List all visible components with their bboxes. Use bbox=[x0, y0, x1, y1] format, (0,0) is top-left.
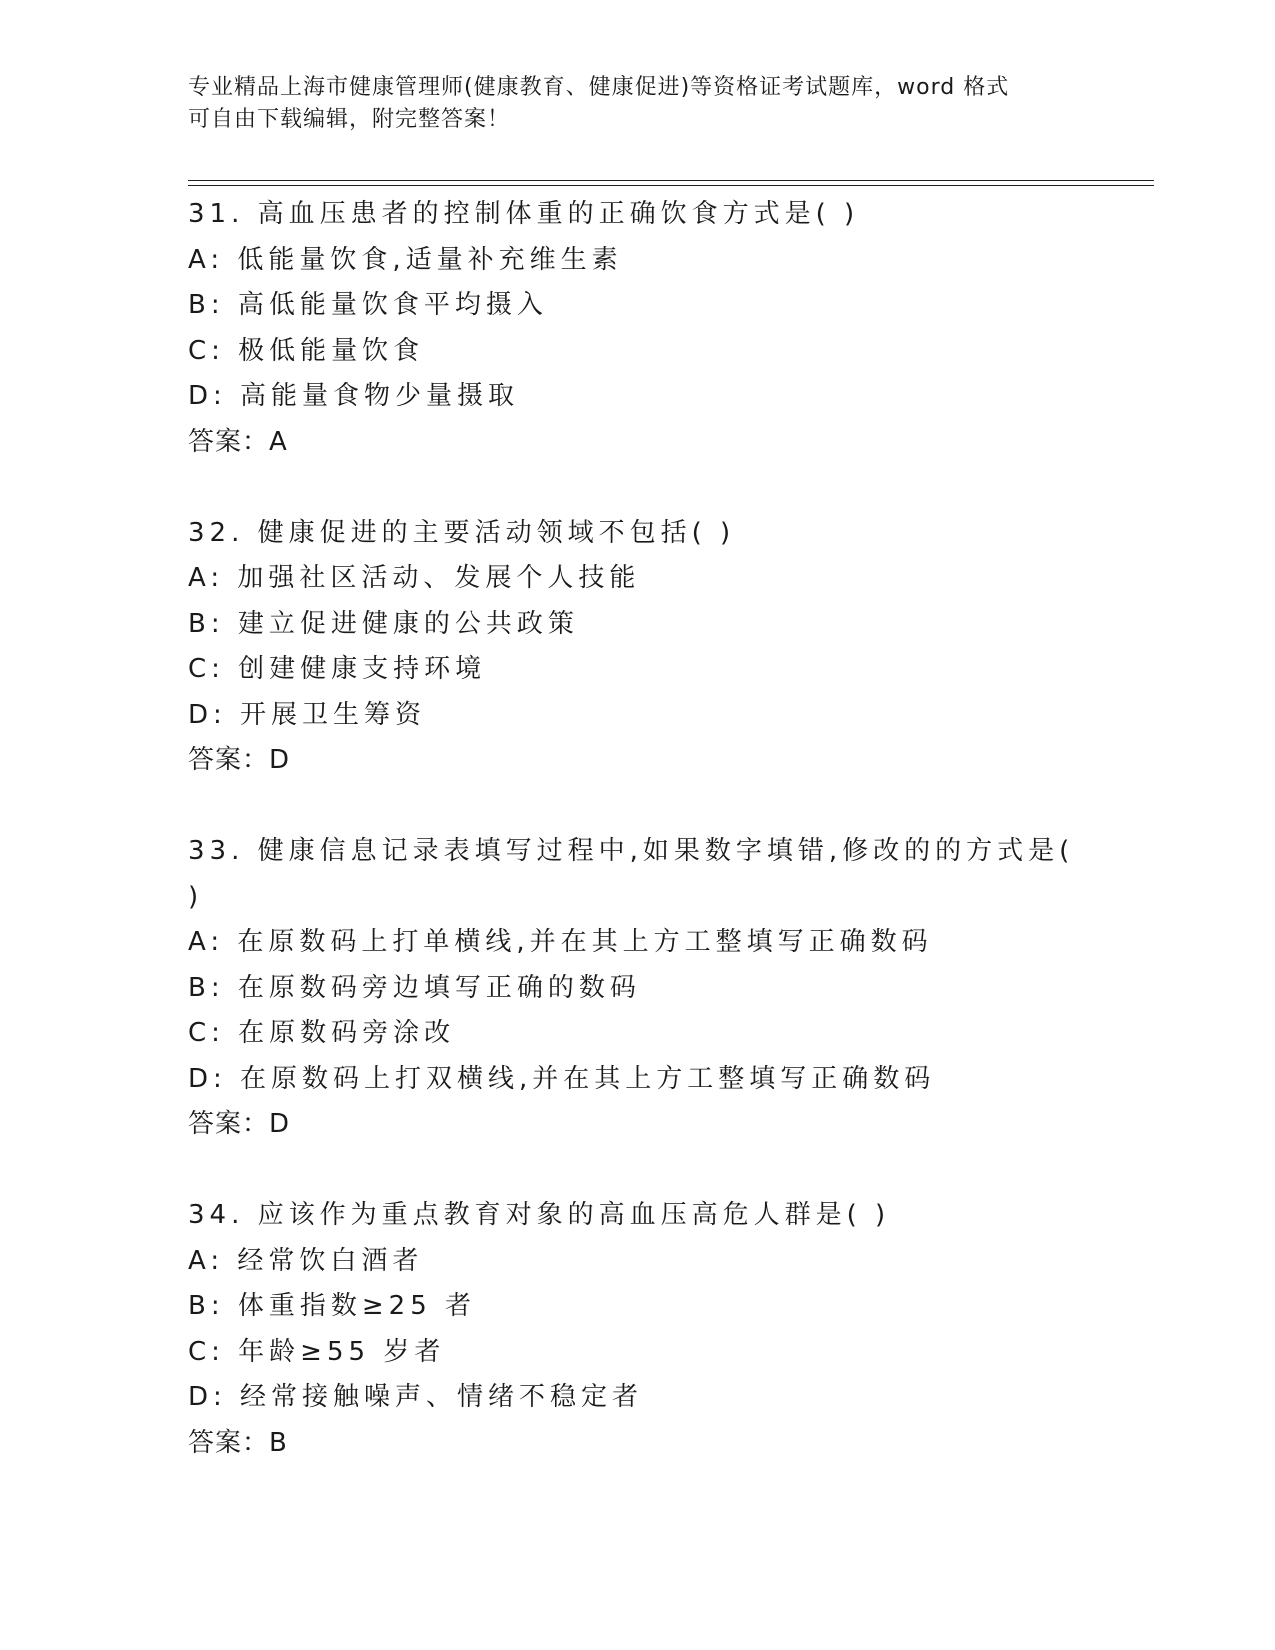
question-stem: 34. 应该作为重点教育对象的高血压高危人群是( ) bbox=[188, 1200, 891, 1230]
answer-key: 答案：B bbox=[188, 1427, 288, 1458]
header-line-2: 可自由下载编辑，附完整答案！ bbox=[188, 107, 511, 132]
document-header bbox=[188, 72, 1088, 136]
option-a: A: 低能量饮食,适量补充维生素 bbox=[188, 244, 623, 275]
question-block bbox=[188, 511, 1088, 784]
option-c: C: 极低能量饮食 bbox=[188, 335, 425, 366]
option-b: B: 高低能量饮食平均摄入 bbox=[188, 290, 548, 320]
option-a: A: 经常饮白酒者 bbox=[188, 1245, 424, 1276]
option-c: C: 创建健康支持环境 bbox=[188, 654, 487, 684]
question-stem: 32. 健康促进的主要活动领域不包括( ) bbox=[188, 517, 736, 548]
option-d: D: 经常接触噪声、情绪不稳定者 bbox=[188, 1382, 644, 1412]
answer-key: 答案：D bbox=[188, 745, 291, 775]
question-stem: 33. 健康信息记录表填写过程中,如果数字填错,修改的的方式是( bbox=[188, 836, 1075, 866]
option-b: B: 体重指数≥25 者 bbox=[188, 1291, 476, 1321]
answer-key: 答案：D bbox=[188, 1109, 291, 1139]
question-stem: 31. 高血压患者的控制体重的正确饮食方式是( ) bbox=[188, 199, 860, 229]
header-line-1: 专业精品上海市健康管理师(健康教育、健康促进)等资格证考试题库，word 格式 bbox=[188, 75, 1010, 100]
question-stem-continuation: ) bbox=[188, 881, 204, 912]
question-block bbox=[188, 829, 1088, 1148]
option-c: C: 在原数码旁涂改 bbox=[188, 1018, 456, 1048]
question-block bbox=[188, 192, 1088, 465]
option-b: B: 建立促进健康的公共政策 bbox=[188, 608, 579, 639]
question-block bbox=[188, 1193, 1088, 1466]
option-a: A: 加强社区活动、发展个人技能 bbox=[188, 563, 641, 593]
option-d: D: 开展卫生筹资 bbox=[188, 699, 427, 730]
option-c: C: 年龄≥55 岁者 bbox=[188, 1336, 446, 1367]
option-b: B: 在原数码旁边填写正确的数码 bbox=[188, 972, 641, 1003]
option-d: D: 高能量食物少量摄取 bbox=[188, 381, 520, 411]
option-a: A: 在原数码上打单横线,并在其上方工整填写正确数码 bbox=[188, 927, 933, 957]
question-list bbox=[188, 192, 1088, 1466]
header-divider-bottom bbox=[188, 185, 1154, 186]
option-d: D: 在原数码上打双横线,并在其上方工整填写正确数码 bbox=[188, 1063, 936, 1094]
header-divider-top bbox=[188, 180, 1154, 181]
answer-key: 答案：A bbox=[188, 426, 288, 457]
